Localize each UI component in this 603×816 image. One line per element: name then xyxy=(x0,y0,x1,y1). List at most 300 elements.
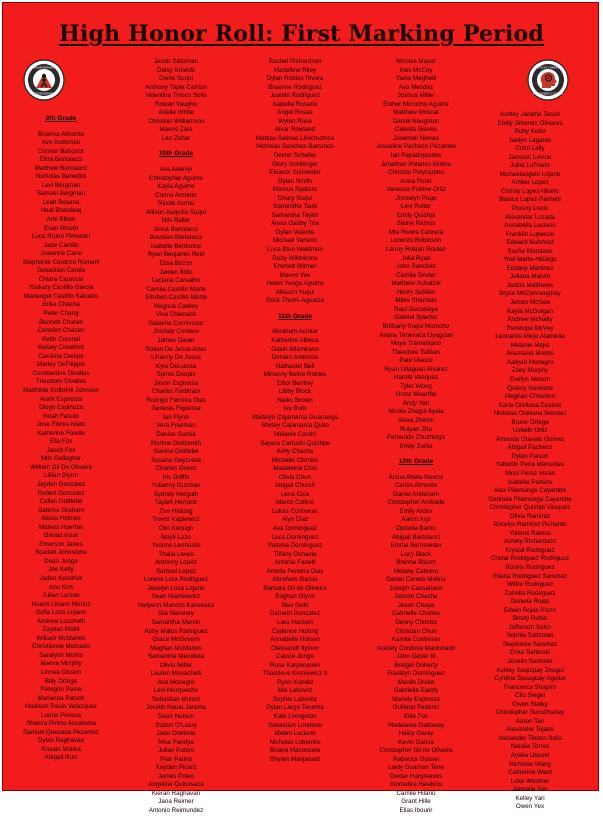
student-name: Julian Larson xyxy=(42,592,80,600)
grade-heading: 10th Grade xyxy=(158,150,194,158)
student-name: Rachel Richardson xyxy=(268,58,322,65)
student-name: Kate Livingston xyxy=(273,713,317,721)
student-name: Prosny Louis xyxy=(511,205,549,213)
student-name: Grant Hille xyxy=(401,798,431,806)
student-name: Trevor Kaplewicz xyxy=(152,516,200,524)
student-name: Lauren Monachelli xyxy=(150,670,202,678)
student-name: Jaden Kendrick xyxy=(39,574,83,582)
student-name: Wilfre Rodriguez xyxy=(506,581,554,589)
student-name: Rowan Vaughn xyxy=(154,100,198,108)
student-name: Max Gold xyxy=(281,601,309,609)
student-name: Franklin Lupercio xyxy=(506,230,554,238)
student-name: Kayla Aguirre xyxy=(157,183,195,191)
student-name: James Poleo xyxy=(157,772,195,780)
student-name: Ariana Tenesaca Llyaguari xyxy=(379,331,453,339)
student-name: Sutton O'Leary xyxy=(155,721,197,729)
student-name: Eoghan Glynn xyxy=(275,593,315,601)
student-name: Rosaio Molina xyxy=(41,745,81,753)
student-name: Ryan Ullaguari Alvarez xyxy=(384,365,448,373)
student-name: Iris Griffin xyxy=(162,473,190,481)
student-name: Leonardo Mejia Alameda xyxy=(495,333,565,341)
student-name: Adelle White xyxy=(158,109,194,117)
student-name: Katherine Albeca xyxy=(271,336,319,344)
student-name: Diogo Espinoza xyxy=(39,404,83,412)
student-name: Alexander Tinoco Solis xyxy=(498,734,562,742)
student-name: Erick Zhumi-Aguaiza xyxy=(266,297,324,305)
student-name: Owen Staley xyxy=(512,700,548,708)
student-name: Allisson Yuqui xyxy=(275,288,315,296)
student-name: Zoe Hislung xyxy=(159,507,193,515)
student-name: Madeleine Choi xyxy=(273,465,317,473)
student-name: Wylen Rose xyxy=(278,117,312,125)
student-name: Daniel Anderson xyxy=(393,490,439,498)
student-name: Elias Ibourir xyxy=(399,807,433,815)
student-name: Marcus Spataro xyxy=(272,186,318,194)
student-name: Gabriela Pilamunga Cayambe xyxy=(488,495,572,503)
student-name: Fernando Zhuzhingo xyxy=(387,434,445,442)
student-name: Eddany Martinez xyxy=(506,264,554,272)
page-title: High Honor Roll: First Marking Period xyxy=(59,21,544,47)
student-name: Dylan Valente xyxy=(275,228,315,236)
student-name: Mariely Espinoza xyxy=(392,695,440,703)
student-name: Christos Polycarpou xyxy=(388,169,444,177)
student-name: Ella Fox xyxy=(49,438,73,446)
student-name: Nicholas Sanchez-Barranco xyxy=(256,143,334,151)
grade-heading: 11th Grade xyxy=(277,312,313,320)
student-name: Yvonne Leonardo xyxy=(151,542,201,550)
student-name: Shyam Manjanath xyxy=(269,755,321,763)
student-name: Josseline Pacheco Pezantes xyxy=(376,143,456,151)
student-name: Alvar Rowland xyxy=(274,126,316,134)
student-name: Anthony Tapia Carrion xyxy=(145,83,207,91)
student-name: Kyle DeLuccia xyxy=(156,362,196,370)
student-name: Kaydan Picard xyxy=(155,764,197,772)
student-name: Peter Chang xyxy=(43,310,79,318)
student-name: Kamila Contreras xyxy=(391,636,441,644)
student-name: Matthew Bartolacci xyxy=(34,164,88,172)
student-name: Mateus Huertas xyxy=(38,523,84,531)
student-name: Sydney Herguth xyxy=(153,490,199,498)
student-name: Harold Vasquez xyxy=(393,374,438,382)
student-name: Eliza Bartolacci xyxy=(39,156,83,164)
student-name: Anu Kim xyxy=(49,583,73,591)
student-name: Raul Socualaya xyxy=(394,305,438,313)
student-name: Dean Junge xyxy=(44,557,78,565)
student-name: Lena Cica xyxy=(280,490,310,498)
student-name: Jose Flores Nieto xyxy=(36,421,86,429)
student-name: Juliet LoFredo xyxy=(510,162,550,170)
student-name: Alexa Gabby Tria xyxy=(271,220,319,228)
student-name: Mia Rivera Cabrera xyxy=(388,228,444,236)
student-name: Michelle Chimbo xyxy=(271,456,319,464)
student-name: Sabrina Graham xyxy=(38,506,84,514)
student-name: Shakira Pinina Aucatoma xyxy=(26,720,96,728)
student-name: Levi Morquecho xyxy=(153,687,199,695)
student-name: William Gil De Oliveira xyxy=(29,463,93,471)
student-name: Michaelangelo Lojano xyxy=(499,170,561,178)
badge-right-top-text: CRITICAL THINKING xyxy=(534,65,562,70)
student-name: Stephanie Sanchez xyxy=(502,640,558,648)
student-name: Demetri Gonzalez xyxy=(269,610,321,618)
student-name: Samantha Mendieta xyxy=(148,653,204,661)
student-name: Bridget Doherty xyxy=(394,661,438,669)
student-name: Luciana Carvalho xyxy=(151,277,201,285)
student-name: Ettuben Castillo Marte xyxy=(145,294,207,302)
student-name: Cadence Hulong xyxy=(271,627,319,635)
student-name: Leah Besana xyxy=(42,198,80,206)
student-name: Olivia Chun xyxy=(278,473,312,481)
student-name: Esther Morocho Aguirre xyxy=(383,100,449,108)
student-name: Connor Babcock xyxy=(37,147,85,155)
student-name: Edward Mahmod xyxy=(506,239,554,247)
student-name: Ryan Benjamin Reid xyxy=(147,251,205,259)
student-name: Lorena Lora Rodriguez xyxy=(144,576,208,584)
student-name: Sasha Marciano xyxy=(507,247,553,255)
student-name: Samantha Taylor xyxy=(271,211,319,219)
student-name: Christopher Andrade xyxy=(387,499,445,507)
student-name: Aaron Tan xyxy=(515,717,545,725)
student-name: Gia Maroney xyxy=(158,610,194,618)
student-name: Ian Flynn xyxy=(163,413,189,421)
student-name: Grace McGovern xyxy=(152,636,200,644)
student-name: Samuel Bergman xyxy=(36,190,86,198)
student-name: Andrew Lucchetti xyxy=(37,617,85,625)
student-name: Dylan Largo Tenema xyxy=(266,704,324,712)
student-name: Linnea Olsson xyxy=(41,669,81,676)
student-name: Maeve Murphy xyxy=(40,660,82,668)
student-name: Nicol Perez Veras xyxy=(505,469,555,477)
student-name: Ruby Kotur xyxy=(514,128,546,136)
student-name: Karla Orellana Casiola xyxy=(498,401,562,409)
student-name: Oleksandr Ilyinov xyxy=(271,644,319,652)
student-name: Dean Nelson xyxy=(157,713,195,721)
student-name: Malyenn Mancini Kanesaka xyxy=(137,601,215,609)
student-name: Quincy Newland xyxy=(507,384,553,392)
student-name: Cassie Junge xyxy=(276,653,314,661)
student-name: Jackson Levine xyxy=(508,153,552,161)
student-name: Nickolas Orellana Mendez xyxy=(493,410,567,418)
student-name: Matthew Schatzel xyxy=(391,280,441,288)
student-name: Colm Lally xyxy=(515,145,545,153)
student-name: Elisa Bozzo xyxy=(159,260,193,268)
student-name: Maeve Yee xyxy=(279,271,311,279)
student-name: Gavin Altamirano xyxy=(271,345,319,353)
student-name: Sayara Cartuchi Quizhpe xyxy=(260,439,330,447)
student-name: Juanlin Rodriguez xyxy=(269,92,321,100)
student-name: William McMahon xyxy=(36,634,86,642)
student-name: Leidy Guaman Tene xyxy=(388,764,444,772)
student-name: Jowanna Cano xyxy=(40,250,82,258)
student-name: Camila Sinder xyxy=(396,271,436,279)
student-name: Valentina Tinoco Solis xyxy=(145,92,207,100)
student-name: Callan Gottlebe xyxy=(39,498,83,506)
student-name: Yaberlin Pena Mercedes xyxy=(496,461,564,469)
student-name: Isabella Rosario xyxy=(272,100,318,108)
student-name: Annabella Luciano xyxy=(504,222,556,230)
student-name: Paul Ulacco xyxy=(399,357,433,365)
student-name: Nils Baller xyxy=(161,217,191,225)
student-name: Anthony Lopez xyxy=(155,559,197,567)
student-name: Cristal Rodriguez Rodriguez xyxy=(490,555,570,563)
student-name: Eliana Rodriguez Sanchez xyxy=(493,572,567,580)
student-name: Bryce McConnaughay xyxy=(499,290,561,298)
names-column-1 xyxy=(3,115,119,763)
student-name: Andrew McNally xyxy=(507,316,553,324)
student-name: Lukas Contreras xyxy=(272,507,318,515)
student-name: Marlow Goldsmith xyxy=(150,439,201,447)
student-name: Noah Fasulo xyxy=(43,412,79,420)
student-name: Kayla McGuigan xyxy=(507,307,553,315)
student-name: Jacob Fox xyxy=(46,446,76,454)
student-name: Ayaka Utsumi xyxy=(510,752,550,760)
student-name: Penelope McVey xyxy=(506,324,554,332)
student-name: Charles Farbman xyxy=(151,388,201,396)
student-name: Ruiyan Zhu xyxy=(400,425,432,433)
student-name: Danise Garcia xyxy=(156,430,196,438)
student-name: Meghan O'Hanlon xyxy=(504,393,556,401)
student-name: Jasson Chacha xyxy=(394,593,438,601)
student-name: Naiku Brown xyxy=(277,396,313,404)
student-name: John Sanchez xyxy=(396,263,436,271)
student-name: Marianna Patsch xyxy=(37,694,85,702)
student-name: Emily Jimenez Olivares xyxy=(497,119,563,127)
student-name: Mavlin Drake xyxy=(397,678,435,686)
student-name: Nicholas Wang xyxy=(509,760,551,768)
student-name: Robert Gonzalez xyxy=(37,489,85,497)
grade-heading: 12th Grade xyxy=(398,458,434,466)
student-name: Lucy Black xyxy=(400,550,432,558)
names-column-4 xyxy=(358,58,474,816)
student-name: Emerson Janes xyxy=(39,540,83,548)
student-name: Francesca Shapiro xyxy=(503,683,557,691)
student-name: Gerald Insar xyxy=(43,532,79,540)
student-name: Miles Sheridan xyxy=(395,297,437,305)
student-name: Anna Bartolacci xyxy=(154,225,198,233)
student-name: Abigail Church xyxy=(274,482,316,490)
student-name: Nicolas Mayor xyxy=(396,58,436,65)
student-name: Jason Espinosa xyxy=(153,379,199,387)
student-name: Jocelin Santoski xyxy=(507,658,553,665)
student-name: Viva Chemack xyxy=(155,311,197,319)
student-name: Yania Meghelli xyxy=(395,75,437,83)
student-name: Madison Paula Velazquez xyxy=(25,703,97,711)
student-name: Gabriel Spector xyxy=(394,314,438,322)
student-name: Scarlett Johnstone xyxy=(35,549,87,557)
student-name: Zaydan Malik xyxy=(42,626,80,634)
student-name: James Dauer xyxy=(157,336,195,344)
badge-left-top-text: PERSEVERANCE xyxy=(31,65,57,70)
student-name: Jade Camilo xyxy=(43,241,79,249)
student-name: Abigail Pacheco xyxy=(507,444,553,452)
student-name: Maeve Zara xyxy=(159,126,193,134)
student-name: Billy Ortega xyxy=(44,677,78,685)
student-name: Nicholas Benedict xyxy=(35,173,87,181)
student-name: Jason Chaya xyxy=(397,601,435,609)
student-name: Joseph Cassariano xyxy=(389,584,443,592)
student-name: Neal Bhardwaj xyxy=(40,207,82,215)
student-name: Sebastian Carela xyxy=(37,267,85,275)
student-name: Jade Orellana xyxy=(156,730,196,738)
student-name: Jiamelie Yan xyxy=(512,786,548,794)
student-name: James McGee xyxy=(509,299,551,307)
student-name: Daniel Canela Molina xyxy=(386,576,446,584)
student-name: Andy Yari xyxy=(402,399,430,407)
student-name: Joe Kelly xyxy=(48,566,74,574)
critical-thinking-badge xyxy=(527,59,569,101)
student-name: Luca Bruno Pimentel xyxy=(31,233,91,241)
student-name: Constantine Divallas xyxy=(32,369,90,377)
student-name: John Dauer III xyxy=(396,653,436,661)
student-name: Marley DeFilippis xyxy=(37,361,85,369)
student-name: Theodore Tsilikas xyxy=(391,348,441,356)
student-name: Madelyn Cajamarca Guananga xyxy=(251,413,339,421)
student-name: Thaddeus Kroniewicz II xyxy=(262,670,328,678)
student-name: Luana Pessoa xyxy=(41,711,81,719)
student-name: Jacob Saltzman xyxy=(153,58,199,65)
student-name: Rosiris Rodriguez xyxy=(505,563,555,571)
student-name: Tiffany Donavia xyxy=(273,550,317,558)
student-name: Gabriella Eaddy xyxy=(393,687,439,695)
badge-right-bottom-text: PENSAMIENTO CRITICO xyxy=(532,92,564,96)
honor-roll-poster xyxy=(2,2,599,815)
student-name: Luca Blue Waldman xyxy=(267,246,323,254)
student-name: Ashley Richardson xyxy=(503,538,557,546)
student-name: Emily Zurita xyxy=(399,442,433,450)
student-name: Christopher Quizhpi Vasquez xyxy=(489,504,571,512)
student-name: Camile Hilario xyxy=(396,789,436,797)
student-name: Xiomahra Hawkins xyxy=(389,781,443,789)
student-name: Noemi Liriano Munoz xyxy=(31,600,91,608)
student-name: Krystal Rodriguez xyxy=(505,546,555,554)
student-name: Charles Green xyxy=(155,465,197,473)
student-name: Jonathan Polanco Molina xyxy=(380,160,452,168)
student-name: Denny Chimbo xyxy=(395,619,437,626)
badge-left-bottom-text: PERSEVERANCE xyxy=(31,91,57,96)
student-name: Antonio Reimundez xyxy=(148,807,204,815)
student-name: Julian Patino xyxy=(158,747,194,755)
student-name: Jadzia Matthews xyxy=(506,281,554,289)
student-name: Carlos Almonte xyxy=(394,482,438,490)
student-name: Brenna Bloom xyxy=(396,559,436,567)
student-name: Dylan Raghavan xyxy=(37,737,85,745)
student-name: Owen Yex xyxy=(515,803,545,811)
student-name: Libby Block xyxy=(279,388,311,396)
student-name: Olivia Miller xyxy=(159,661,193,669)
student-name: Heidy Garay xyxy=(398,730,434,738)
student-name: Josemeli Nieves xyxy=(393,134,439,142)
student-name: Levi Putter xyxy=(401,203,431,211)
student-name: Camila Castillo Marte xyxy=(146,285,206,293)
student-name: Ava Monegro xyxy=(157,678,195,686)
student-name: Christian Chun xyxy=(395,627,437,635)
student-name: Isabella Perkins xyxy=(507,478,553,486)
student-name: Saralynn Morris xyxy=(39,651,83,659)
student-name: Glory Schillinger xyxy=(272,160,318,168)
student-name: Edwin Rojas Picon xyxy=(503,606,557,614)
student-name: Greta Wuerffel xyxy=(395,391,437,399)
student-name: Rollan De Jesus Arias xyxy=(145,345,207,353)
student-name: Ines McCoy xyxy=(399,66,433,74)
student-name: Alex Pilamunga Cayambe xyxy=(494,487,566,495)
student-name: Jaelyn Lagares xyxy=(508,136,552,144)
student-name: Leo Zohar xyxy=(161,134,191,142)
student-name: Sophie Labovitz xyxy=(272,695,318,703)
student-name: Ruby Wildvirons xyxy=(272,254,318,262)
names-column-3 xyxy=(237,58,353,764)
student-name: Nicole Asmal xyxy=(157,200,195,208)
student-name: Ellie Fox xyxy=(404,713,428,721)
student-name: Matthew Moscat xyxy=(393,109,439,117)
student-name: Barbara Gil de Oliveira xyxy=(263,584,327,592)
student-name: Abby Matos Rodriguez xyxy=(144,627,208,635)
student-name: Kevin Garcia xyxy=(398,738,434,746)
student-name: Dylan Patsch xyxy=(511,452,549,460)
grade-heading: 9th Grade xyxy=(45,115,77,122)
student-name: Galavna Cornivsoor xyxy=(148,319,204,327)
student-name: Angelina Quituisaca xyxy=(148,781,204,789)
student-name: Mariangel Castillo Salcedo xyxy=(24,292,98,300)
student-name: Alyn Diaz xyxy=(281,516,309,524)
student-name: Amanda Otavalo Gomez xyxy=(495,435,565,443)
student-name: Samantha Marvin xyxy=(151,619,201,626)
student-name: Daniela Rojas xyxy=(510,598,550,606)
student-name: Rose Karpenstein xyxy=(270,661,320,669)
student-name: Jefferson Salco xyxy=(508,623,552,631)
student-name: Nicole Zhagui Ayala xyxy=(388,408,444,416)
student-name: Mirianny Beltre Robles xyxy=(263,371,327,379)
student-name: Zohella Rodriguez xyxy=(504,589,556,597)
student-name: Elliot Bentley xyxy=(276,379,314,387)
student-name: Breanne Rodriguez xyxy=(268,83,322,91)
student-name: Bianca Lopez-Parnetti xyxy=(499,196,561,204)
student-name: Abraham Garcia xyxy=(272,576,318,584)
student-name: Maya Tramantano xyxy=(390,340,442,348)
student-name: Anina Abele-Nevins xyxy=(388,473,444,481)
student-name: Peregrin Paine xyxy=(40,686,82,694)
student-name: Anastasia Mentis xyxy=(506,350,554,358)
student-name: Rebecca Gossel xyxy=(393,755,439,763)
student-name: Madelline Riley xyxy=(273,66,317,74)
student-name: Lillian Glynn xyxy=(43,472,79,480)
student-name: Melany Cabrera xyxy=(393,567,439,575)
student-name: Sean Mackiewicz xyxy=(151,593,201,601)
student-name: Ivy Burk xyxy=(283,405,307,413)
student-name: Mayli Lazo xyxy=(161,533,191,541)
student-name: Kieran Raghavan xyxy=(151,789,201,797)
student-name: Juliana Marvin xyxy=(509,273,551,281)
student-name: Lorenzo Robinson xyxy=(390,237,442,245)
student-name: Yolenni Ramos xyxy=(509,529,551,537)
student-name: Christianne Mercado xyxy=(32,643,90,651)
student-name: Ian Papadopoulos xyxy=(390,152,442,160)
student-name: Madeleine Galloway xyxy=(387,721,445,729)
student-name: Arbi Biberi xyxy=(46,216,76,224)
student-name: Samantha Taub xyxy=(273,203,317,211)
student-name: Katherine Forelle xyxy=(37,429,85,437)
student-name: Yulianny Guzman xyxy=(151,482,201,490)
student-name: Bruce Ortega xyxy=(511,418,549,426)
student-name: Catherine Ward xyxy=(508,769,552,777)
student-name: Clio Siegel xyxy=(515,692,545,700)
student-name: Evan Bloom xyxy=(44,224,78,232)
student-name: Jayden Gonzalez xyxy=(36,480,86,488)
student-name: Erika Chacha xyxy=(42,301,80,309)
student-name: Spiros Doupis xyxy=(156,371,196,379)
student-name: Yoel Marte-Hidalgo xyxy=(503,256,557,264)
student-name: Michael Varlano xyxy=(272,237,318,245)
student-name: Emily Quizhpi xyxy=(396,211,436,219)
perseverance-badge xyxy=(23,59,65,101)
